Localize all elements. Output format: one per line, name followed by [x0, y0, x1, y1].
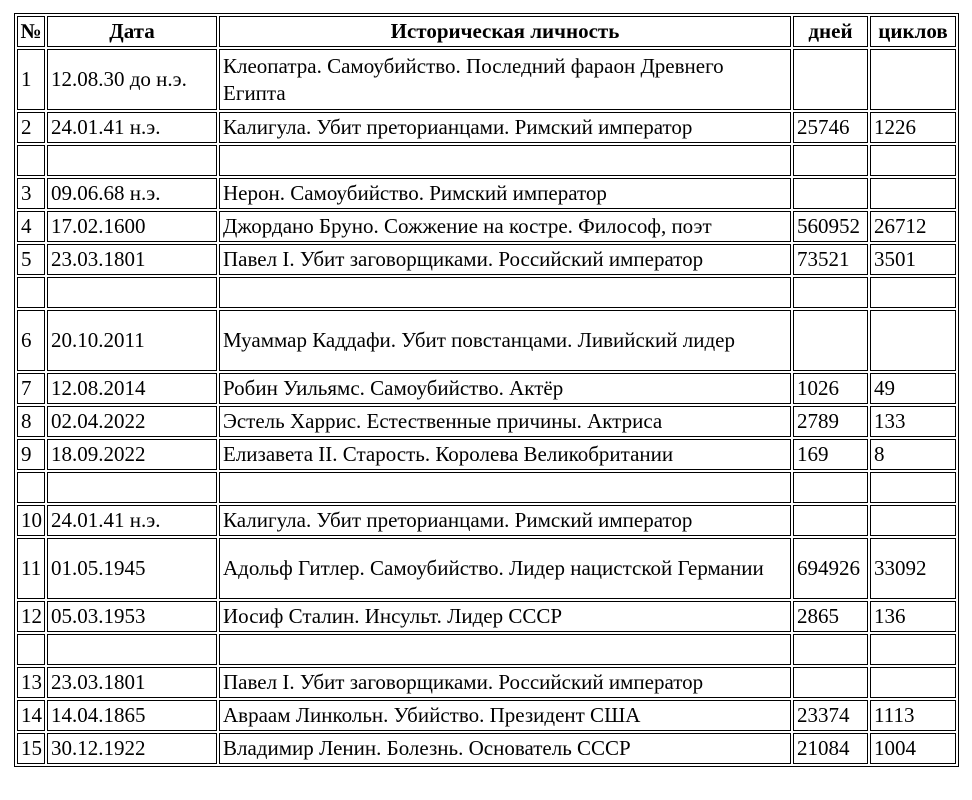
cell-days: 560952 [793, 211, 868, 242]
header-date: Дата [47, 16, 217, 47]
cell-person: Павел I. Убит заговорщиками. Российский император [219, 244, 791, 275]
cell-cycles: 49 [870, 373, 956, 404]
table-row [17, 406, 956, 437]
table-row [17, 439, 956, 470]
cell-num: 14 [17, 700, 45, 731]
cell-days [793, 277, 868, 308]
cell-date: 02.04.2022 [47, 406, 217, 437]
cell-date [47, 472, 217, 503]
cell-cycles: 1004 [870, 733, 956, 764]
header-person: Историческая личность [219, 16, 791, 47]
cell-days [793, 667, 868, 698]
cell-cycles: 133 [870, 406, 956, 437]
cell-num: 15 [17, 733, 45, 764]
cell-days: 1026 [793, 373, 868, 404]
table-row [17, 49, 956, 110]
header-num: № [17, 16, 45, 47]
cell-days: 21084 [793, 733, 868, 764]
cell-person: Муаммар Каддафи. Убит повстанцами. Ливийский лидер [219, 310, 791, 371]
cell-cycles [870, 634, 956, 665]
cell-num [17, 277, 45, 308]
cell-days: 25746 [793, 112, 868, 143]
cell-person: Калигула. Убит преторианцами. Римский император [219, 112, 791, 143]
cell-cycles [870, 310, 956, 371]
cell-days [793, 505, 868, 536]
cell-cycles [870, 667, 956, 698]
table-row [17, 733, 956, 764]
separator-row [17, 634, 956, 665]
cell-person [219, 634, 791, 665]
cell-person [219, 145, 791, 176]
header-cycles: циклов [870, 16, 956, 47]
cell-date: 23.03.1801 [47, 667, 217, 698]
cell-person [219, 472, 791, 503]
cell-days: 23374 [793, 700, 868, 731]
cell-num: 2 [17, 112, 45, 143]
cell-person: Павел I. Убит заговорщиками. Российский император [219, 667, 791, 698]
cell-cycles [870, 49, 956, 110]
cell-date: 24.01.41 н.э. [47, 505, 217, 536]
cell-num: 11 [17, 538, 45, 599]
header-days: дней [793, 16, 868, 47]
cell-cycles [870, 472, 956, 503]
table-row [17, 505, 956, 536]
cell-num: 5 [17, 244, 45, 275]
table-row [17, 112, 956, 143]
cell-date: 01.05.1945 [47, 538, 217, 599]
cell-date: 30.12.1922 [47, 733, 217, 764]
separator-row [17, 277, 956, 308]
historical-figures-table [14, 13, 959, 767]
cell-cycles [870, 277, 956, 308]
cell-days: 2865 [793, 601, 868, 632]
cell-days [793, 178, 868, 209]
cell-cycles [870, 178, 956, 209]
cell-days: 694926 [793, 538, 868, 599]
cell-cycles [870, 145, 956, 176]
cell-num: 6 [17, 310, 45, 371]
cell-cycles: 8 [870, 439, 956, 470]
separator-row [17, 145, 956, 176]
cell-person: Елизавета II. Старость. Королева Великобритании [219, 439, 791, 470]
cell-num [17, 145, 45, 176]
cell-cycles: 1226 [870, 112, 956, 143]
cell-days [793, 472, 868, 503]
cell-cycles: 1113 [870, 700, 956, 731]
cell-days [793, 310, 868, 371]
cell-num: 10 [17, 505, 45, 536]
cell-num: 1 [17, 49, 45, 110]
table-container [14, 13, 959, 767]
cell-person: Эстель Харрис. Естественные причины. Актриса [219, 406, 791, 437]
table-row [17, 211, 956, 242]
cell-num: 4 [17, 211, 45, 242]
cell-cycles: 3501 [870, 244, 956, 275]
table-row [17, 700, 956, 731]
table-row [17, 310, 956, 371]
table-row [17, 538, 956, 599]
cell-person: Иосиф Сталин. Инсульт. Лидер СССР [219, 601, 791, 632]
cell-date: 14.04.1865 [47, 700, 217, 731]
cell-person: Клеопатра. Самоубийство. Последний фараон Древнего Египта [219, 49, 791, 110]
header-row [17, 16, 956, 47]
table-row [17, 667, 956, 698]
cell-person: Адольф Гитлер. Самоубийство. Лидер нацистской Германии [219, 538, 791, 599]
cell-num: 13 [17, 667, 45, 698]
cell-date: 05.03.1953 [47, 601, 217, 632]
cell-date [47, 277, 217, 308]
cell-person [219, 277, 791, 308]
cell-date [47, 145, 217, 176]
cell-date: 24.01.41 н.э. [47, 112, 217, 143]
cell-person: Робин Уильямс. Самоубийство. Актёр [219, 373, 791, 404]
cell-days [793, 634, 868, 665]
table-row [17, 601, 956, 632]
cell-cycles: 26712 [870, 211, 956, 242]
cell-num: 3 [17, 178, 45, 209]
cell-cycles: 33092 [870, 538, 956, 599]
cell-date: 18.09.2022 [47, 439, 217, 470]
cell-date: 09.06.68 н.э. [47, 178, 217, 209]
cell-person: Владимир Ленин. Болезнь. Основатель СССР [219, 733, 791, 764]
table-row [17, 244, 956, 275]
cell-person: Калигула. Убит преторианцами. Римский император [219, 505, 791, 536]
cell-days [793, 145, 868, 176]
cell-cycles: 136 [870, 601, 956, 632]
cell-date: 23.03.1801 [47, 244, 217, 275]
table-row [17, 373, 956, 404]
cell-num: 8 [17, 406, 45, 437]
table-row [17, 178, 956, 209]
cell-num: 12 [17, 601, 45, 632]
cell-days: 73521 [793, 244, 868, 275]
cell-date [47, 634, 217, 665]
cell-date: 12.08.30 до н.э. [47, 49, 217, 110]
cell-num: 7 [17, 373, 45, 404]
cell-days: 169 [793, 439, 868, 470]
cell-date: 17.02.1600 [47, 211, 217, 242]
cell-num [17, 472, 45, 503]
cell-date: 20.10.2011 [47, 310, 217, 371]
cell-person: Джордано Бруно. Сожжение на костре. Философ, поэт [219, 211, 791, 242]
cell-days [793, 49, 868, 110]
cell-person: Авраам Линкольн. Убийство. Президент США [219, 700, 791, 731]
cell-person: Нерон. Самоубийство. Римский император [219, 178, 791, 209]
cell-num [17, 634, 45, 665]
cell-date: 12.08.2014 [47, 373, 217, 404]
cell-num: 9 [17, 439, 45, 470]
cell-cycles [870, 505, 956, 536]
separator-row [17, 472, 956, 503]
cell-days: 2789 [793, 406, 868, 437]
